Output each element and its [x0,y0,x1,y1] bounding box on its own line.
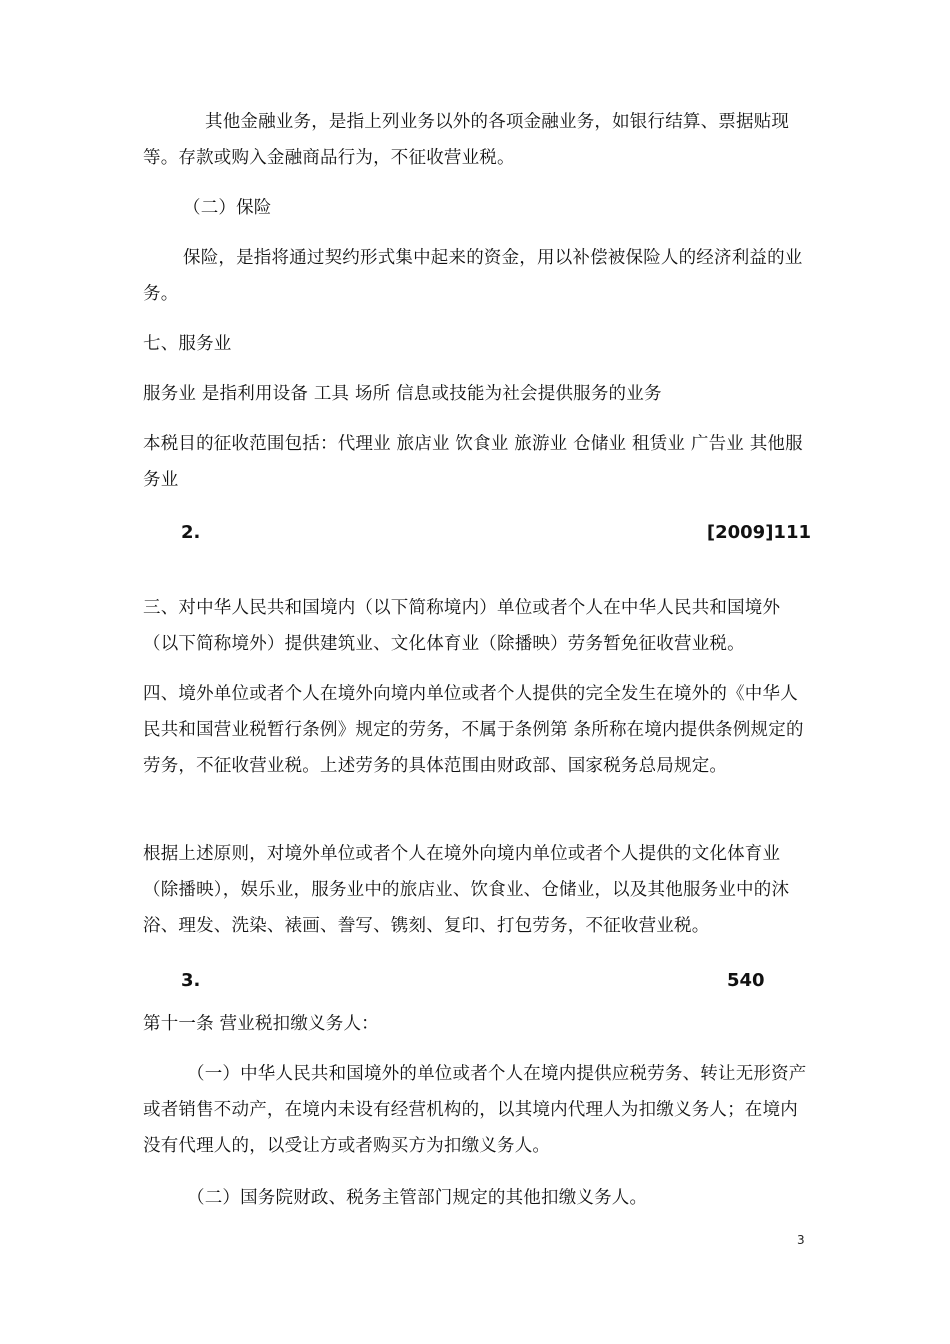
reference-number-2: 2. [181,522,201,543]
section-insurance-heading: （二）保险 [183,198,272,218]
page-number: 3 [797,1233,805,1247]
paragraph-service-scope: 本税目的征收范围包括：代理业 旅店业 饮食业 旅游业 仓储业 租赁业 广告业 其他服务业 [143,434,803,490]
paragraph-other-financial: 其他金融业务，是指上列业务以外的各项金融业务，如银行结算、票据贴现等。存款或购入金融商品行为，不征收营业税。 [143,112,790,168]
paragraph-article-three: 三、对中华人民共和国境内（以下简称境内）单位或者个人在中华人民共和国境外（以下简称境外）提供建筑业、文化体育业（除播映）劳务暂免征收营业税。 [143,598,781,654]
reference-doc-2: [2009]111 [706,522,811,543]
reference-heading-3 [143,970,811,1000]
reference-number-3: 3. [181,970,201,991]
paragraph-article-four: 四、境外单位或者个人在境外向境内单位或者个人提供的完全发生在境外的《中华人民共和国营业税暂行条例》规定的劳务，不属于条例第 条所称在境内提供条例规定的劳务，不征收营业税。上述劳务的具体范围由财政部、国家税务总局规定。 [143,684,804,776]
section-service-heading: 七、服务业 [143,334,232,354]
paragraph-principle: 根据上述原则，对境外单位或者个人在境外向境内单位或者个人提供的文化体育业（除播映），娱乐业，服务业中的旅店业、饮食业、仓储业，以及其他服务业中的沐浴、理发、洗染、裱画、誊写、镌刻、复印、打包劳务，不征收营业税。 [143,844,790,936]
reference-heading-2 [143,522,811,552]
paragraph-insurance: 保险，是指将通过契约形式集中起来的资金，用以补偿被保险人的经济利益的业务。 [143,248,803,304]
reference-doc-3: 540 [727,970,765,991]
article-eleven-heading: 第十一条 营业税扣缴义务人： [143,1014,379,1034]
paragraph-service-definition: 服务业 是指利用设备 工具 场所 信息或技能为社会提供服务的业务 [143,384,662,404]
paragraph-withholding-two: （二）国务院财政、税务主管部门规定的其他扣缴义务人。 [187,1188,648,1208]
paragraph-withholding-one: （一）中华人民共和国境外的单位或者个人在境内提供应税劳务、转让无形资产或者销售不动产，在境内未设有经营机构的，以其境内代理人为扣缴义务人；在境内没有代理人的，以受让方或者购买方为扣缴义务人。 [143,1064,807,1156]
